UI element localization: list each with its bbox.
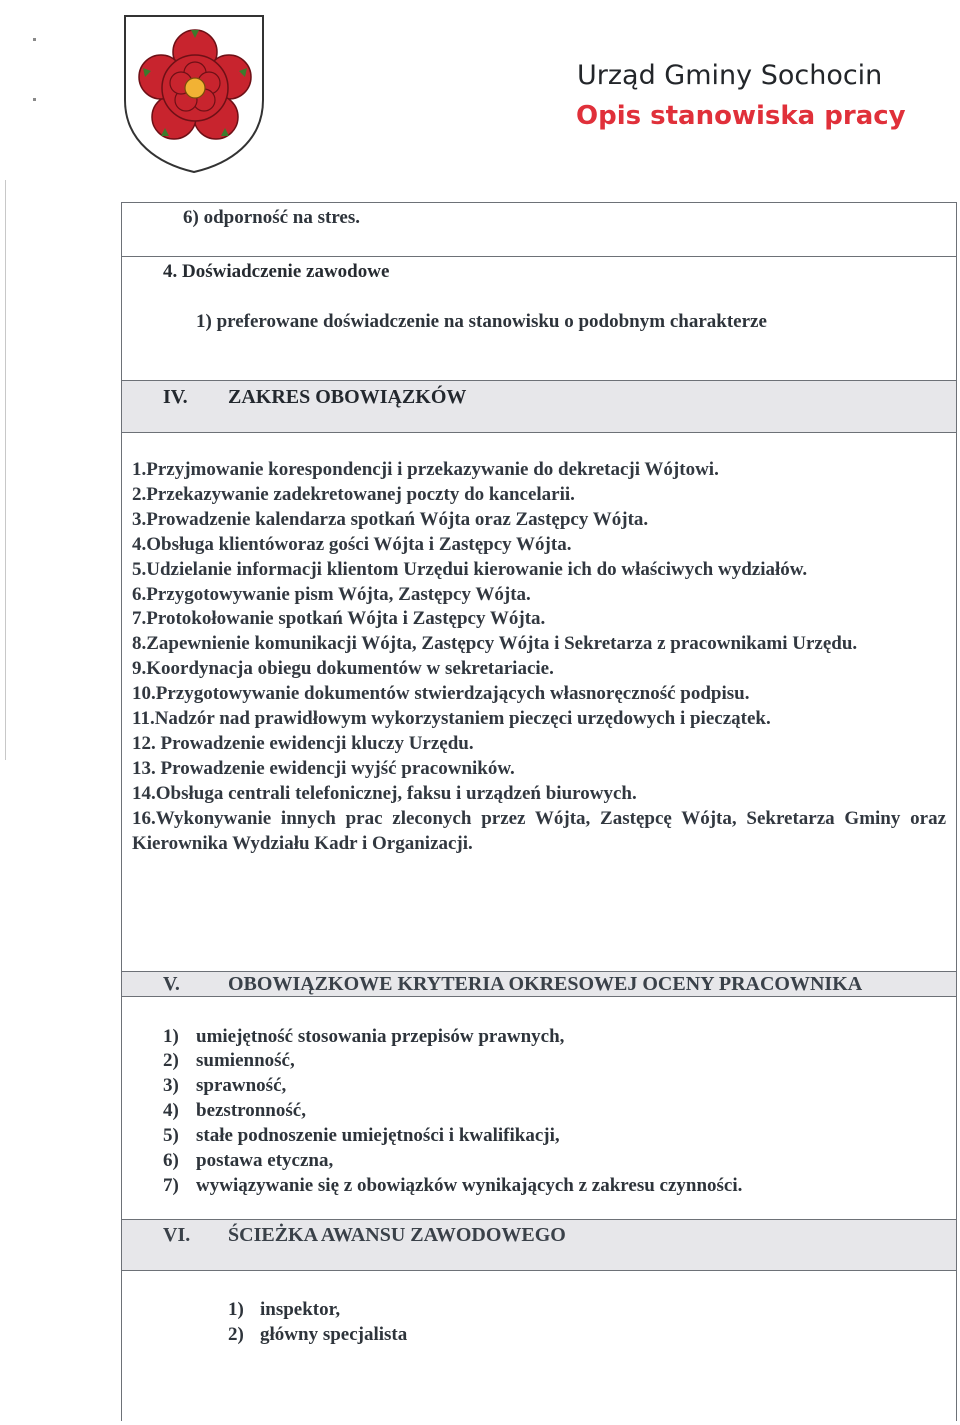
row-divider — [121, 1270, 957, 1271]
criteria-item-number: 2) — [163, 1050, 179, 1071]
list-item: 9.Koordynacja obiegu dokumentów w sekretariacie. — [132, 658, 554, 680]
organization-name: Urząd Gminy Sochocin — [577, 60, 883, 91]
section-vi-numeral: VI. — [163, 1224, 191, 1246]
list-item: 7.Protokołowanie spotkań Wójta i Zastępcy Wójta. — [132, 608, 546, 630]
list-item: 4.Obsługa klientóworaz gości Wójta i Zastępcy Wójta. — [132, 533, 572, 555]
criteria-item: bezstronność, — [196, 1100, 306, 1121]
scan-speck — [33, 38, 36, 41]
row-divider — [121, 432, 957, 433]
list-item: 14.Obsługa centrali telefonicznej, faksu i urządzeń biurowych. — [132, 782, 637, 804]
criteria-item: postawa etyczna, — [196, 1150, 334, 1171]
criteria-item: sprawność, — [196, 1075, 287, 1096]
career-item: główny specjalista — [260, 1324, 408, 1345]
stress-resistance-item: 6) odporność na stres. — [183, 207, 360, 228]
scan-edge — [0, 180, 6, 760]
career-item: inspektor, — [260, 1299, 341, 1320]
document-title: Opis stanowiska pracy — [576, 101, 906, 131]
list-item: 13. Prowadzenie ewidencji wyjść pracowników. — [132, 757, 515, 779]
list-item: 12. Prowadzenie ewidencji kluczy Urzędu. — [132, 732, 474, 754]
section-v-numeral: V. — [163, 973, 180, 995]
list-item: 11.Nadzór nad prawidłowym wykorzystaniem pieczęci urzędowych i pieczątek. — [132, 708, 771, 730]
criteria-item-number: 5) — [163, 1125, 179, 1146]
section-iv-title: ZAKRES OBOWIĄZKÓW — [228, 386, 467, 408]
duties-list — [132, 458, 946, 857]
list-item: 3.Prowadzenie kalendarza spotkań Wójta oraz Zastępcy Wójta. — [132, 508, 649, 530]
criteria-item: umiejętność stosowania przepisów prawnych, — [196, 1026, 565, 1047]
list-item: 5.Udzielanie informacji klientom Urzędui kierowanie ich do właściwych wydziałów. — [132, 558, 808, 580]
career-item-number: 1) — [228, 1299, 244, 1320]
criteria-item-number: 3) — [163, 1075, 179, 1096]
criteria-item: sumienność, — [196, 1050, 295, 1071]
section-vi-title: ŚCIEŻKA AWANSU ZAWODOWEGO — [228, 1224, 566, 1246]
section-iv-numeral: IV. — [163, 386, 188, 408]
career-item-number: 2) — [228, 1324, 244, 1345]
criteria-item-number: 7) — [163, 1175, 179, 1196]
criteria-item: stałe podnoszenie umiejętności i kwalifikacji, — [196, 1125, 560, 1146]
list-item: 1.Przyjmowanie korespondencji i przekazywanie do dekretacji Wójtowi. — [132, 459, 719, 480]
section-v-title: OBOWIĄZKOWE KRYTERIA OKRESOWEJ OCENY PRACOWNIKA — [228, 973, 863, 995]
list-item: 16.Wykonywanie innych prac zleconych przez Wójta, Zastępcę Wójta, Sekretarza Gminy oraz Kierownika Wydziału Kadr i Organizacji. — [132, 807, 946, 854]
criteria-item-number: 1) — [163, 1026, 179, 1047]
row-divider — [121, 996, 957, 997]
criteria-item: wywiązywanie się z obowiązków wynikających z zakresu czynności. — [196, 1175, 743, 1196]
list-item: 8.Zapewnienie komunikacji Wójta, Zastępcy Wójta i Sekretarza z pracownikami Urzędu. — [132, 633, 858, 655]
scan-speck — [33, 98, 36, 101]
list-item: 2.Przekazywanie zadekretowanej poczty do kancelarii. — [132, 483, 575, 505]
row-divider — [121, 256, 957, 257]
experience-item: 1) preferowane doświadczenie na stanowisku o podobnym charakterze — [196, 311, 767, 332]
list-item: 10.Przygotowywanie dokumentów stwierdzających własnoręczność podpisu. — [132, 683, 750, 705]
list-item: 6.Przygotowywanie pism Wójta, Zastępcy Wójta. — [132, 583, 531, 605]
experience-subheading: 4. Doświadczenie zawodowe — [163, 261, 390, 282]
criteria-item-number: 4) — [163, 1100, 179, 1121]
gmina-crest-logo — [123, 14, 265, 174]
criteria-item-number: 6) — [163, 1150, 179, 1171]
